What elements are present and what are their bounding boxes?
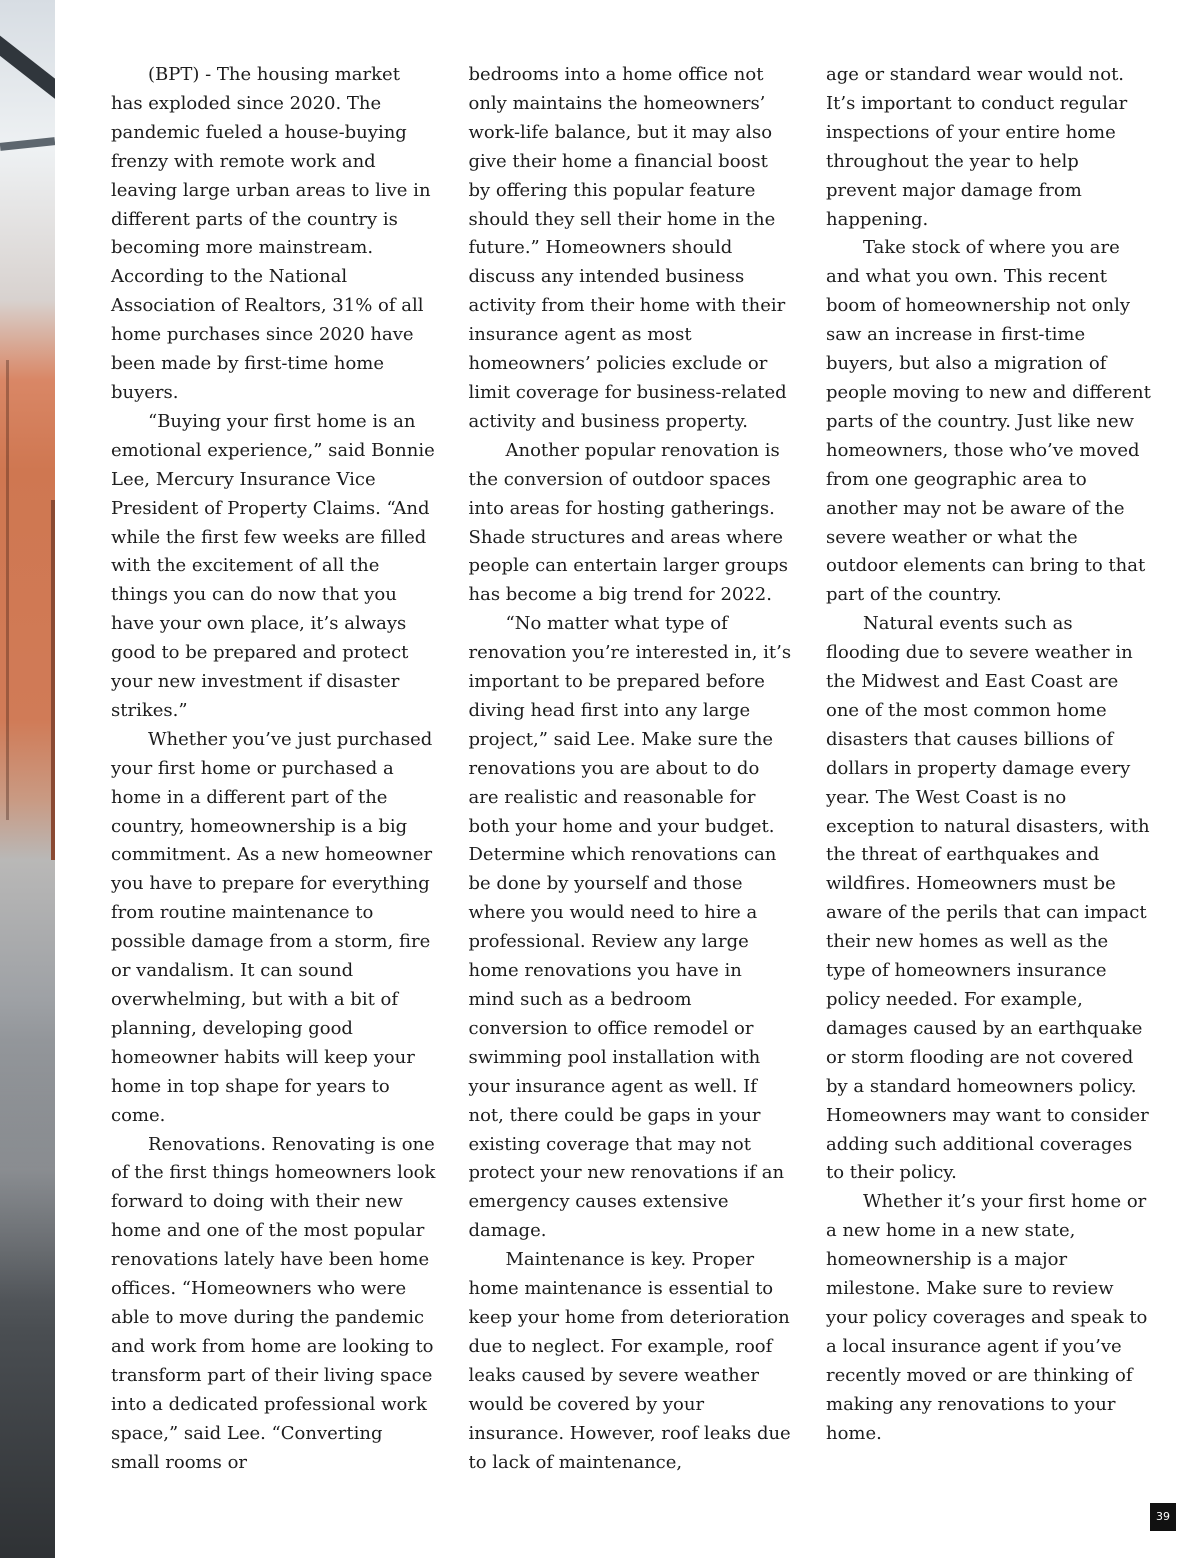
skylight-frame bbox=[0, 137, 55, 151]
page-number: 39 bbox=[1150, 1503, 1176, 1531]
paragraph-continued: age or standard wear would not. It’s important to conduct regular inspections of your entire home throughout the year to help prevent major damage from happening. bbox=[826, 64, 1128, 230]
paragraph: (BPT) - The housing market has exploded since 2020. The pandemic fueled a house-buying frenzy with remote work and leaving large urban areas to live in different parts of the country is becoming more mainstream. According to the National Association of Realtors, 31% of all home purchases since 2020 have been made by first-time home buyers. bbox=[111, 64, 431, 403]
ceiling-beam bbox=[0, 20, 55, 100]
interior-photo-strip bbox=[0, 0, 55, 1558]
paragraph-continued: bedrooms into a home office not only maintains the homeowners’ work-life balance, but it may also give their home a financial boost by offering this popular feature should they sell their home in the future.” Homeowners should discuss any intended business activity from their home with their insurance agent as most homeowners’ policies exclude or limit coverage for business-related activity and business property. bbox=[468, 64, 787, 432]
paragraph: Renovations. Renovating is one of the first things homeowners look forward to doing with their new home and one of the most popular renovations lately have been home offices. “Homeowners who were able to move during the pandemic and work from home are looking to transform part of their living space into a dedicated professional work space,” said Lee. “Converting small rooms or bbox=[111, 1133, 436, 1473]
paragraph: Maintenance is key. Proper home maintenance is essential to keep your home from deterioration due to neglect. For example, roof leaks caused by severe weather would be covered by your insurance. However, roof leaks due to lack of maintenance, bbox=[468, 1249, 791, 1473]
column-1 bbox=[111, 61, 436, 1477]
article-body bbox=[111, 61, 1151, 1477]
paragraph: Take stock of where you are and what you own. This recent boom of homeownership not only saw an increase in first-time buyers, but also a migration of people moving to new and different parts of the country. Just like new homeowners, those who’ve moved from one geographic area to another may not be aware of the severe weather or what the outdoor elements can bring to that part of the country. bbox=[826, 237, 1151, 606]
floor-reflection bbox=[0, 1040, 55, 1300]
accent-wall-edge bbox=[51, 500, 55, 860]
column-2 bbox=[469, 61, 794, 1477]
paragraph: “No matter what type of renovation you’re interested in, it’s important to be prepared before diving head first into any large project,” said Lee. Make sure the renovations you are about to do are realistic and reasonable for both your home and your budget. Determine which renovations can be done by yourself and those where you would need to hire a professional. Review any large home renovations you have in mind such as a bedroom conversion to office remodel or swimming pool installation with your insurance agent as well. If not, there could be gaps in your existing coverage that may not protect your new renovations if an emergency causes extensive damage. bbox=[468, 613, 792, 1242]
paragraph: Natural events such as flooding due to severe weather in the Midwest and East Coast are one of the most common home disasters that causes billions of dollars in property damage every year. The West Coast is no exception to natural disasters, with the threat of earthquakes and wildfires. Homeowners must be aware of the perils that can impact their new homes as well as the type of homeowners insurance policy needed. For example, damages caused by an earthquake or storm flooding are not covered by a standard homeowners policy. Homeowners may want to consider adding such additional coverages to their policy. bbox=[826, 613, 1150, 1184]
paragraph: Another popular renovation is the conversion of outdoor spaces into areas for hosting gatherings. Shade structures and areas where people can entertain larger groups has become a big trend for 2022. bbox=[468, 439, 788, 606]
paragraph: Whether it’s your first home or a new home in a new state, homeownership is a major milestone. Make sure to review your policy coverages and speak to a local insurance agent if you’ve recently moved or are thinking of making any renovations to your home. bbox=[826, 1191, 1148, 1444]
column-3 bbox=[826, 61, 1151, 1477]
paragraph: “Buying your first home is an emotional experience,” said Bonnie Lee, Mercury Insurance Vice President of Property Claims. “And while the first few weeks are filled with the excitement of all the things you can do now that you have your own place, it’s always good to be prepared and protect your new investment if disaster strikes.” bbox=[111, 410, 435, 721]
door-frame bbox=[6, 360, 9, 820]
paragraph: Whether you’ve just purchased your first home or purchased a home in a different part of the country, homeownership is a big commitment. As a new homeowner you have to prepare for everything from routine maintenance to possible damage from a storm, fire or vandalism. It can sound overwhelming, but with a bit of planning, developing good homeowner habits will keep your home in top shape for years to come. bbox=[111, 728, 433, 1126]
